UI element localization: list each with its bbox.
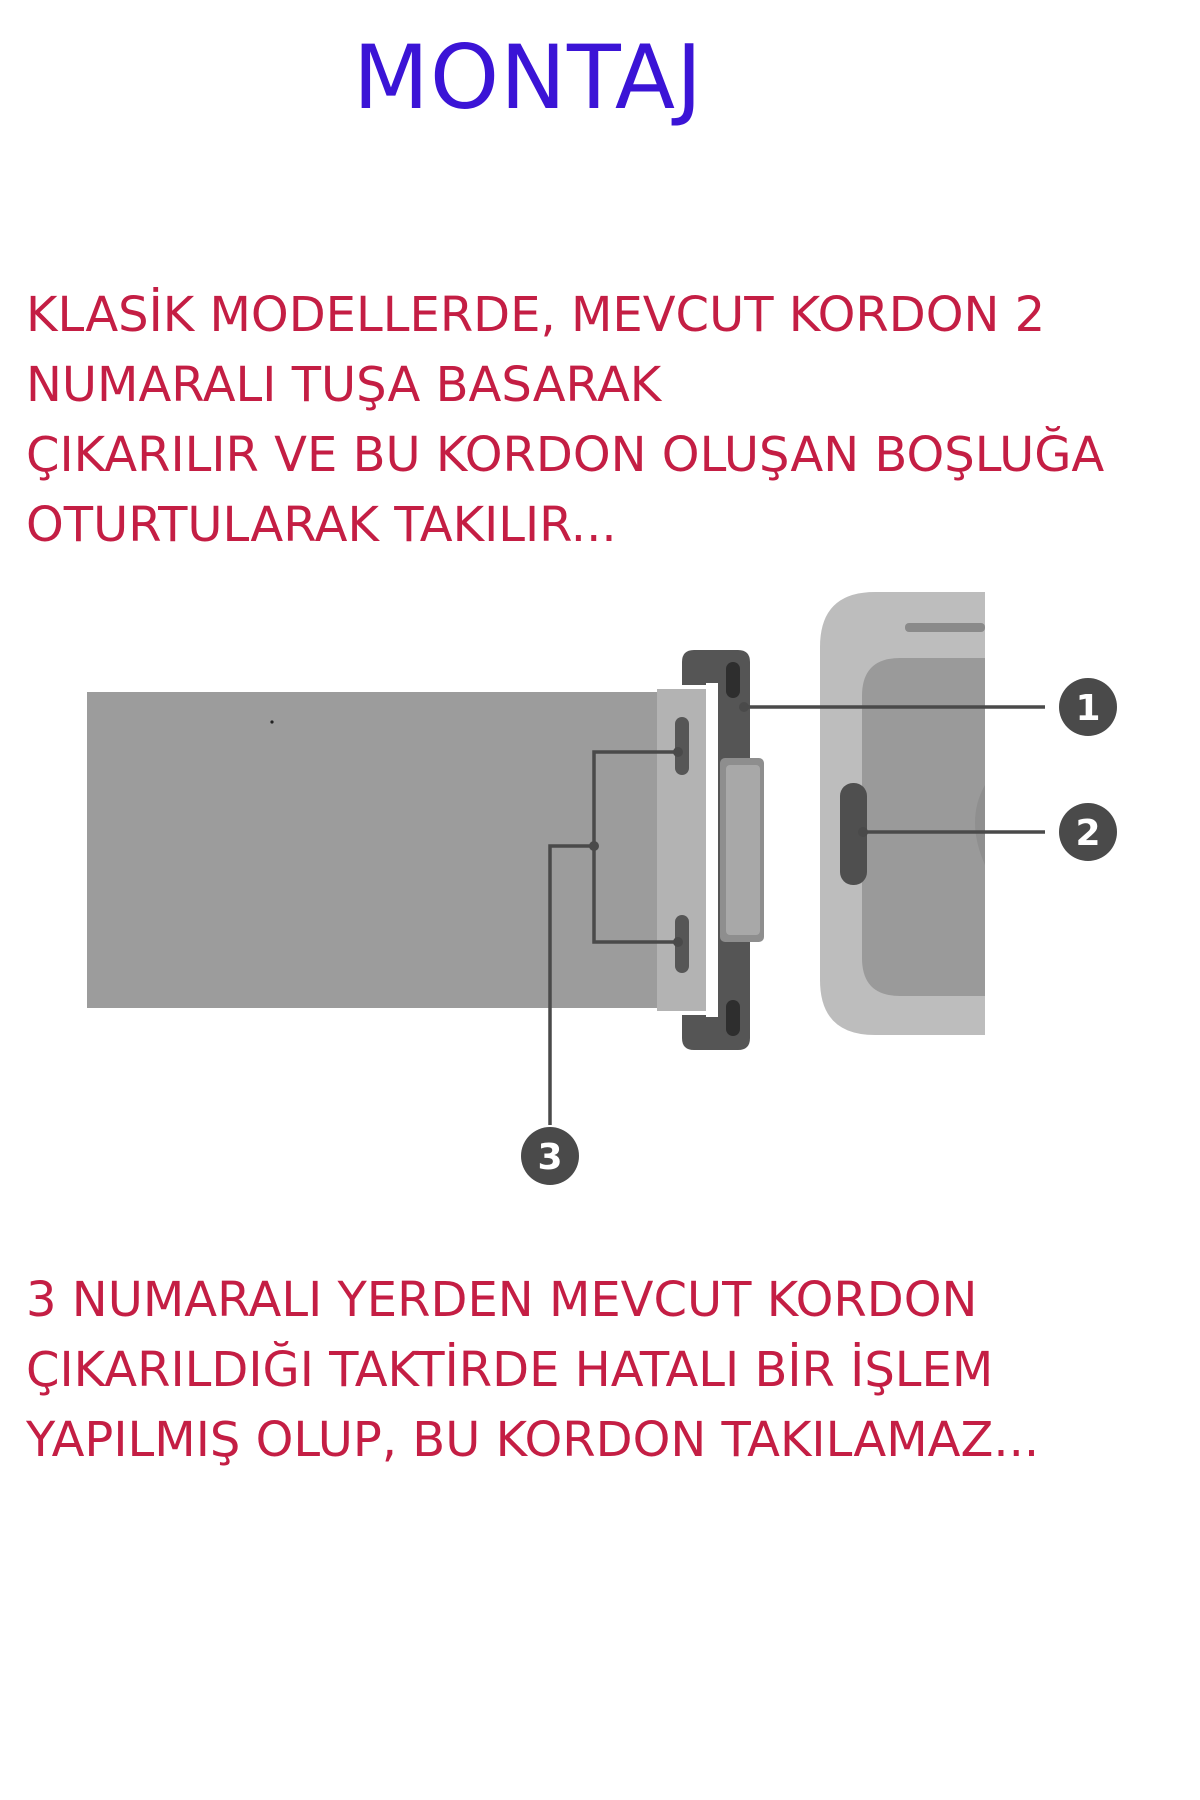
strap-dot xyxy=(270,720,273,723)
callout-label-1: 1 xyxy=(1075,688,1101,729)
instruction-line-1: KLASİK MODELLERDE, MEVCUT KORDON 2 xyxy=(26,287,1046,343)
callout-badge-1 xyxy=(1059,678,1117,736)
warning-line-1: 3 NUMARALI YERDEN MEVCUT KORDON xyxy=(26,1272,978,1328)
callout-badge-2 xyxy=(1059,803,1117,861)
instruction-paragraph xyxy=(26,280,1176,560)
callout-label-2: 2 xyxy=(1075,813,1101,854)
warning-paragraph xyxy=(26,1265,1176,1475)
pin-upper xyxy=(675,717,689,775)
callout-badge-3 xyxy=(521,1127,579,1185)
callout-label-3: 3 xyxy=(537,1137,563,1178)
warning-line-2: ÇIKARILDIĞI TAKTİRDE HATALI BİR İŞLEM xyxy=(26,1342,994,1398)
warning-line-3: YAPILMIŞ OLUP, BU KORDON TAKILAMAZ... xyxy=(26,1412,1040,1468)
instruction-line-4: OTURTULARAK TAKILIR... xyxy=(26,497,617,553)
instruction-line-3: ÇIKARILIR VE BU KORDON OLUŞAN BOŞLUĞA xyxy=(26,427,1105,483)
diagram-svg xyxy=(0,580,1200,1240)
strap-attachment-diagram xyxy=(0,580,1200,1240)
watch-case xyxy=(820,592,985,1035)
instruction-line-2: NUMARALI TUŞA BASARAK xyxy=(26,357,662,413)
page-title: MONTAJ xyxy=(352,26,704,129)
